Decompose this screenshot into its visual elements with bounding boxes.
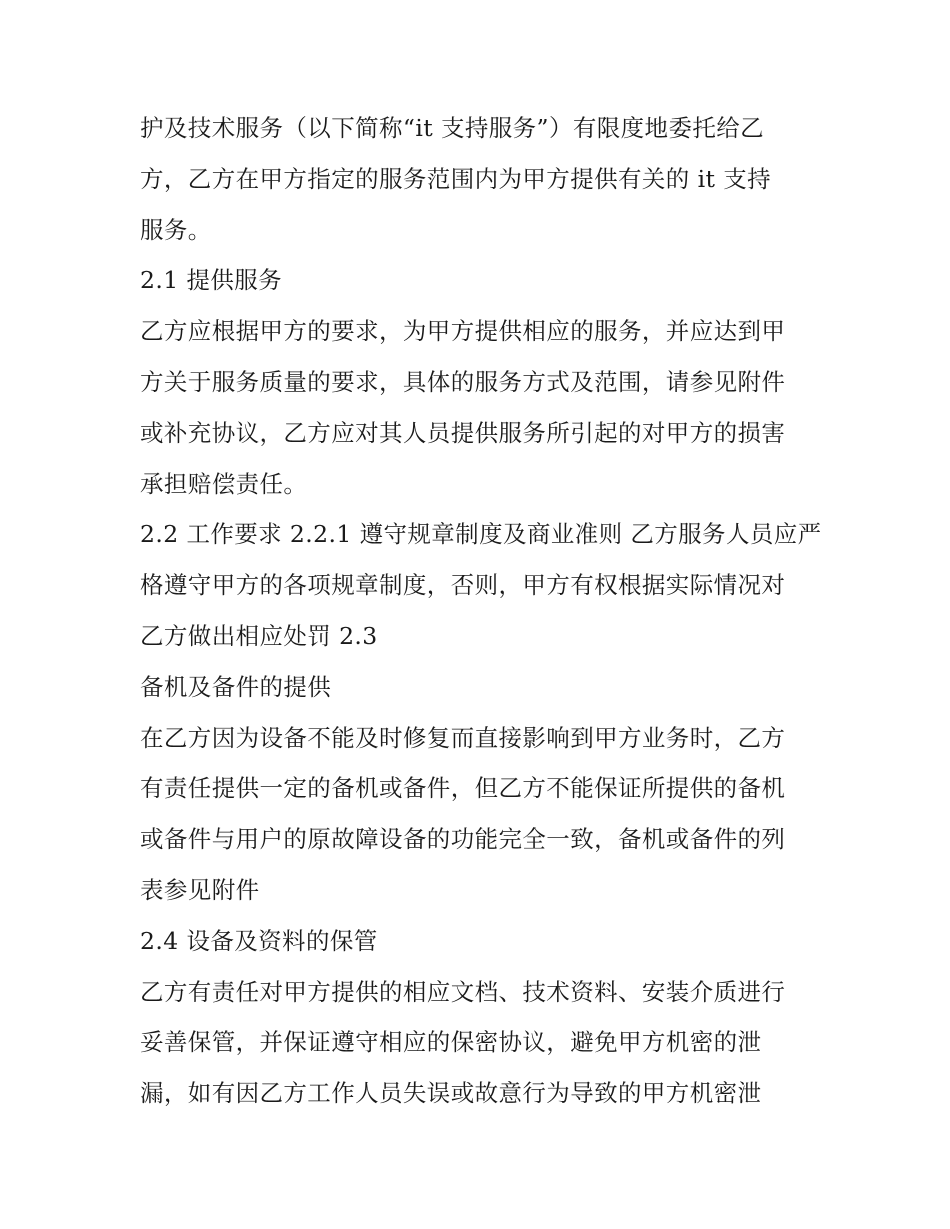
text-line: 或备件与用户的原故障设备的功能完全一致，备机或备件的列 <box>140 825 786 854</box>
text-line: 在乙方因为设备不能及时修复而直接影响到甲方业务时，乙方 <box>140 723 786 752</box>
text-line: 方关于服务质量的要求，具体的服务方式及范围，请参见附件 <box>140 367 786 396</box>
text-line: 格遵守甲方的各项规章制度，否则，甲方有权根据实际情况对 <box>140 571 786 600</box>
text-line: 表参见附件 <box>140 875 260 904</box>
text-line: 乙方做出相应处罚 2.3 <box>140 621 378 650</box>
text-line: 有责任提供一定的备机或备件，但乙方不能保证所提供的备机 <box>140 774 786 803</box>
text-line: 乙方应根据甲方的要求，为甲方提供相应的服务，并应达到甲 <box>140 317 786 346</box>
text-line: 服务。 <box>140 215 212 244</box>
text-line: 乙方有责任对甲方提供的相应文档、技术资料、安装介质进行 <box>140 977 786 1006</box>
section-heading-2-1: 2.1 提供服务 <box>140 266 283 295</box>
document-body <box>140 103 820 1119</box>
section-heading-2-3: 备机及备件的提供 <box>140 672 332 701</box>
text-line: 方，乙方在甲方指定的服务范围内为甲方提供有关的 it 支持 <box>140 164 771 193</box>
text-line: 护及技术服务（以下简称“it 支持服务”）有限度地委托给乙 <box>140 114 765 142</box>
text-line: 漏，如有因乙方工作人员失误或故意行为导致的甲方机密泄 <box>140 1079 762 1108</box>
text-line: 或补充协议，乙方应对其人员提供服务所引起的对甲方的损害 <box>140 418 786 447</box>
text-line: 承担赔偿责任。 <box>140 469 308 498</box>
section-heading-2-4: 2.4 设备及资料的保管 <box>140 926 378 955</box>
text-line: 妥善保管，并保证遵守相应的保密协议，避免甲方机密的泄 <box>140 1028 762 1057</box>
section-heading-2-2: 2.2 工作要求 2.2.1 遵守规章制度及商业准则 乙方服务人员应严 <box>140 520 822 549</box>
